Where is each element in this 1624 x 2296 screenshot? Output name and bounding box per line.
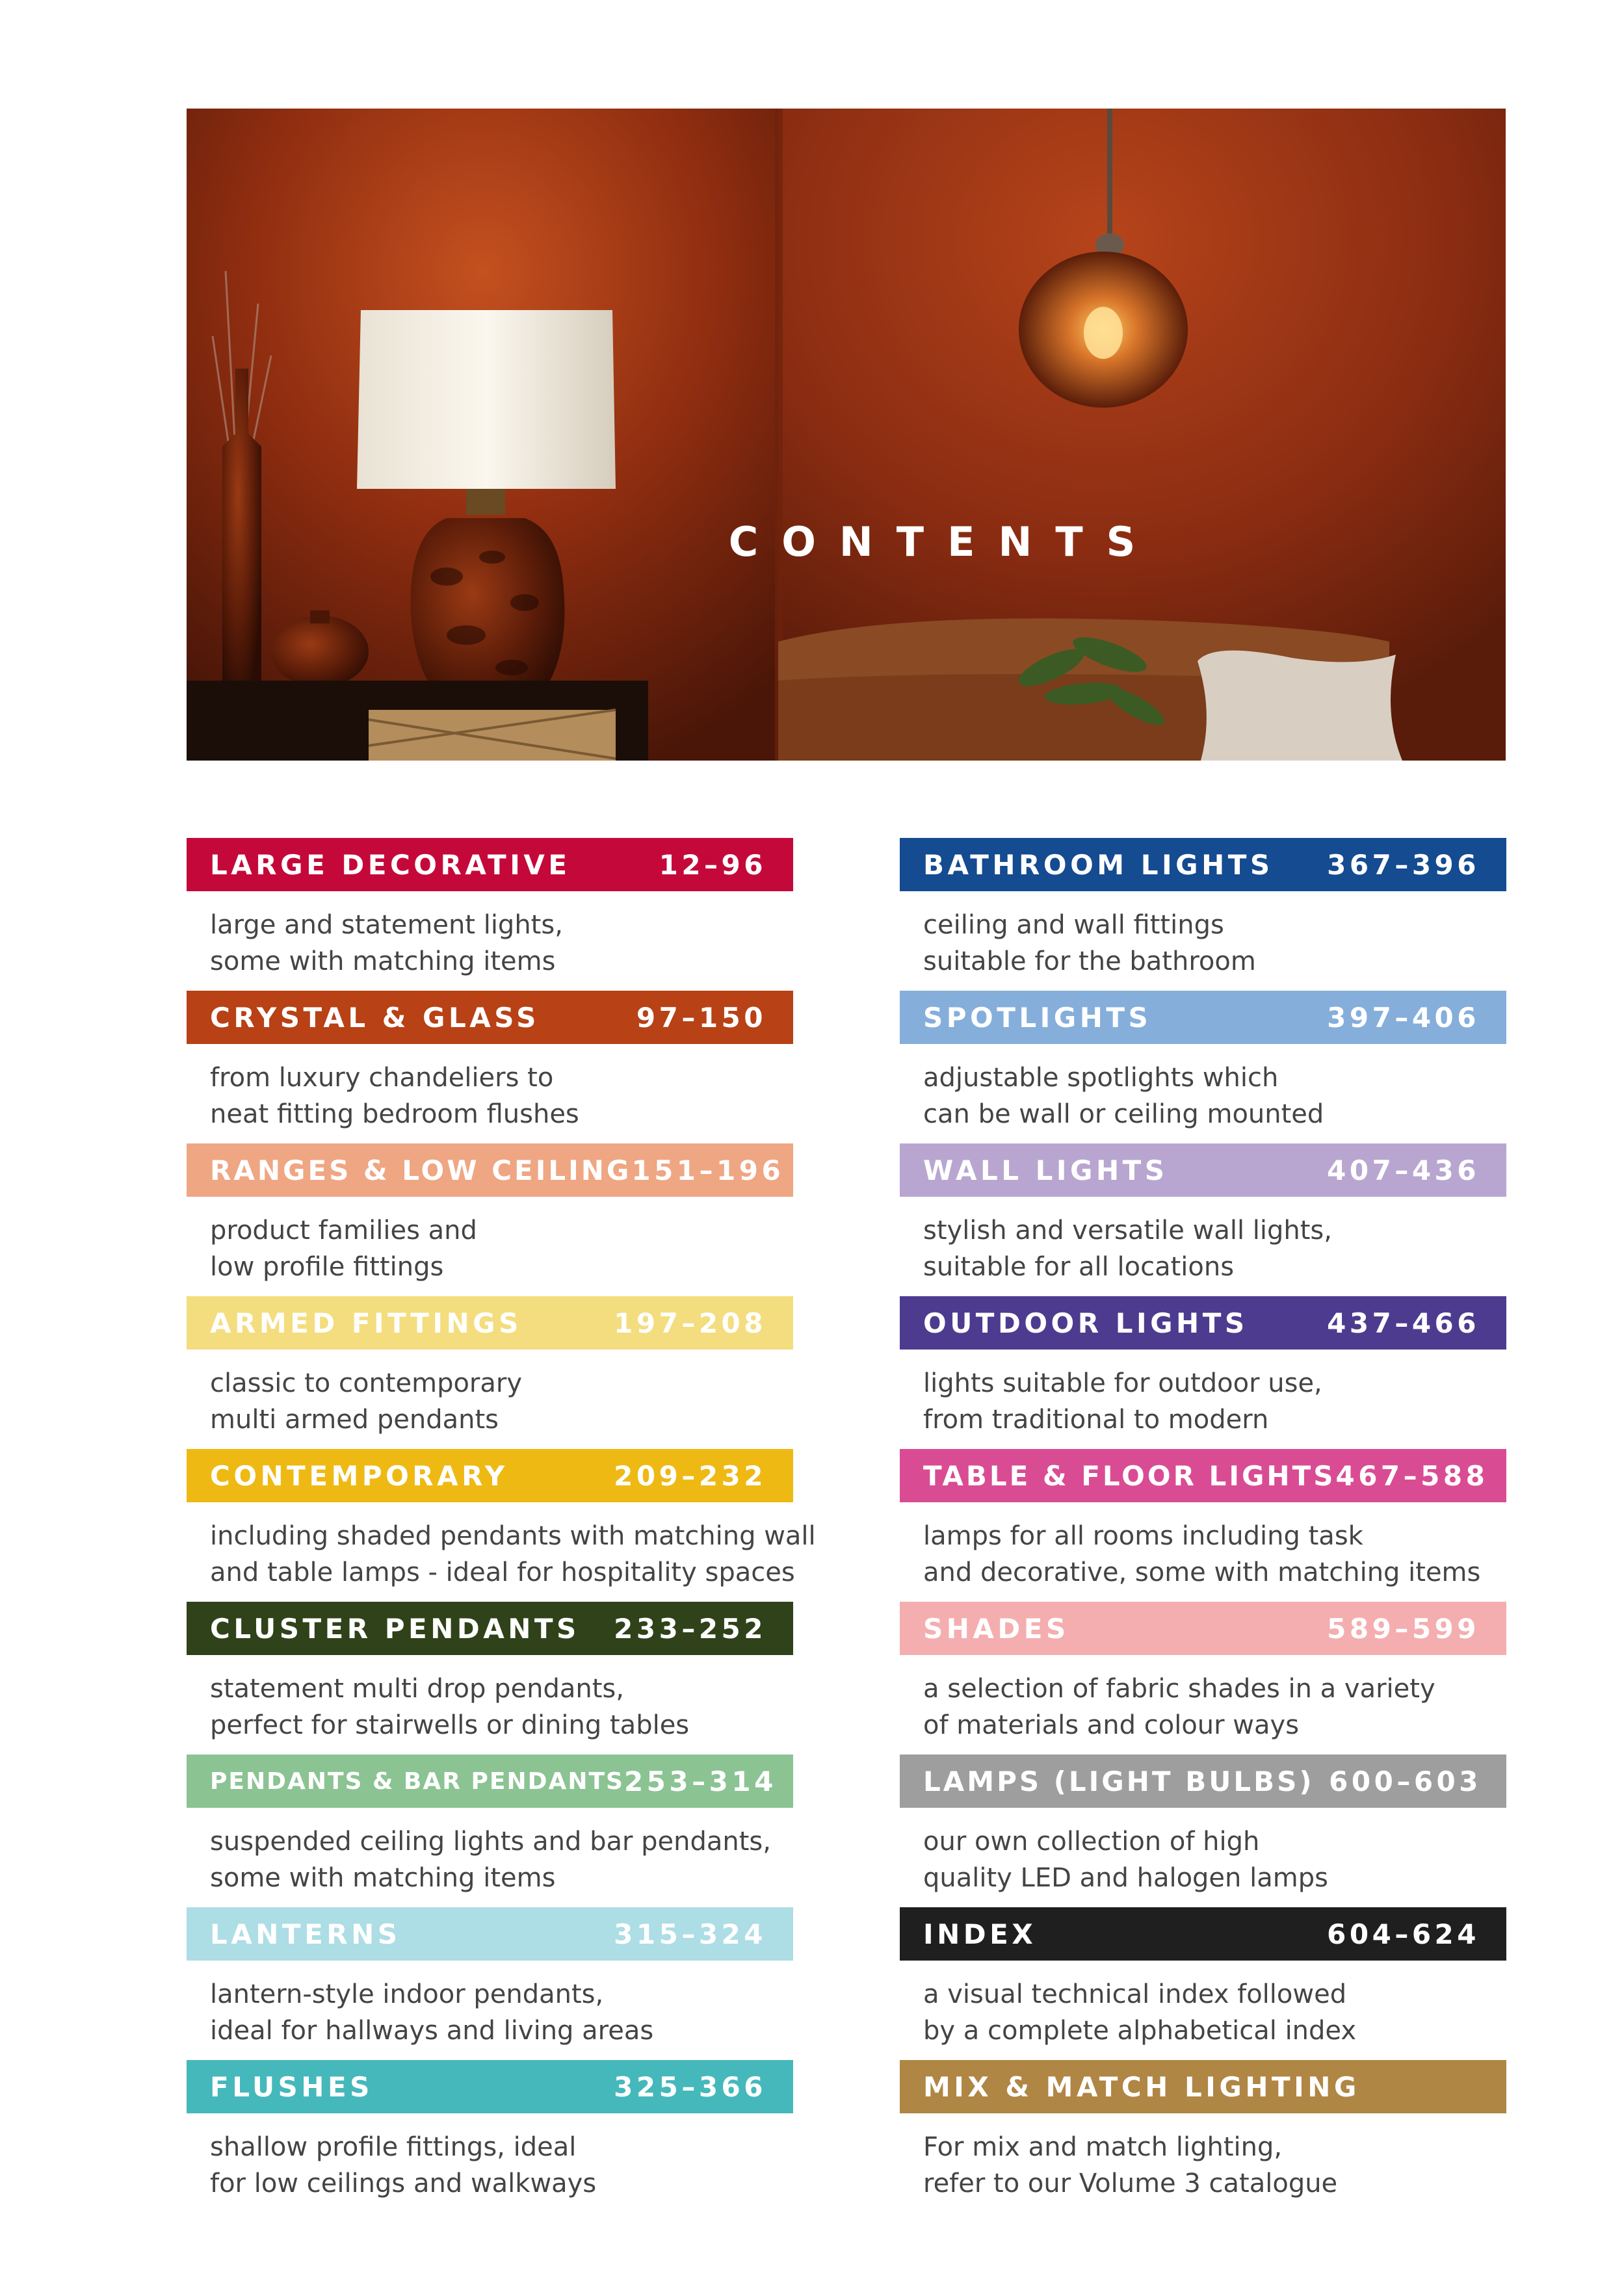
section-description — [900, 1502, 1506, 1591]
section-pages: 253–314 — [623, 1765, 777, 1797]
description-line: suitable for all locations — [923, 1252, 1235, 1282]
description-line: a visual technical index followed — [923, 1979, 1347, 2009]
section-bar[interactable] — [900, 2060, 1506, 2113]
description-line: suspended ceiling lights and bar pendants, — [210, 1827, 771, 1857]
section-title: PENDANTS & BAR PENDANTS — [210, 1768, 624, 1795]
section-description — [187, 1197, 793, 1285]
section-pendants-bar-pendants[interactable] — [187, 1755, 793, 1907]
section-pages: 467–588 — [1335, 1459, 1489, 1492]
section-wall-lights[interactable] — [900, 1143, 1506, 1296]
description-line: low profile fittings — [210, 1252, 444, 1282]
section-bathroom-lights[interactable] — [900, 838, 1506, 991]
description-line: including shaded pendants with matching wall — [210, 1521, 816, 1551]
description-line: large and statement lights, — [210, 910, 563, 940]
description-line: quality LED and halogen lamps — [923, 1863, 1328, 1893]
section-bar[interactable] — [900, 1602, 1506, 1655]
section-description — [187, 1044, 793, 1132]
section-large-decorative[interactable] — [187, 838, 793, 991]
description-line: ideal for hallways and living areas — [210, 2016, 654, 2046]
contents-left-column — [187, 838, 816, 2213]
section-bar[interactable] — [187, 1602, 793, 1655]
section-title: RANGES & LOW CEILING — [210, 1154, 632, 1186]
section-bar[interactable] — [900, 838, 1506, 891]
section-description — [187, 891, 793, 980]
section-title: SHADES — [923, 1612, 1069, 1645]
description-line: can be wall or ceiling mounted — [923, 1099, 1324, 1129]
section-description — [900, 1350, 1506, 1438]
section-ranges-low-ceiling[interactable] — [187, 1143, 793, 1296]
section-title: LAMPS (LIGHT BULBS) — [923, 1765, 1315, 1797]
section-bar[interactable] — [900, 1449, 1506, 1502]
section-title: SPOTLIGHTS — [923, 1001, 1152, 1034]
section-pages: 209–232 — [614, 1459, 766, 1492]
section-pages: 197–208 — [614, 1307, 766, 1339]
section-pages: 397–406 — [1327, 1001, 1480, 1034]
section-lamps-light-bulbs[interactable] — [900, 1755, 1506, 1907]
section-cluster-pendants[interactable] — [187, 1602, 793, 1755]
section-lanterns[interactable] — [187, 1907, 793, 2060]
section-bar[interactable] — [187, 1143, 793, 1197]
description-line: and table lamps - ideal for hospitality spaces — [210, 1558, 795, 1587]
description-line: statement multi drop pendants, — [210, 1674, 624, 1704]
section-title: WALL LIGHTS — [923, 1154, 1168, 1186]
section-pages: 151–196 — [631, 1154, 785, 1186]
section-shades[interactable] — [900, 1602, 1506, 1755]
description-line: refer to our Volume 3 catalogue — [923, 2169, 1338, 2198]
hero-image — [187, 109, 1506, 761]
section-bar[interactable] — [187, 1755, 793, 1808]
description-line: suitable for the bathroom — [923, 946, 1256, 976]
section-description — [187, 1655, 793, 1743]
section-spotlights[interactable] — [900, 991, 1506, 1143]
description-line: For mix and match lighting, — [923, 2132, 1283, 2162]
section-bar[interactable] — [187, 2060, 793, 2113]
section-pages: 589–599 — [1327, 1612, 1480, 1645]
description-line: for low ceilings and walkways — [210, 2169, 597, 2198]
section-bar[interactable] — [187, 991, 793, 1044]
section-title: BATHROOM LIGHTS — [923, 848, 1274, 881]
section-title: TABLE & FLOOR LIGHTS — [923, 1459, 1336, 1492]
section-bar[interactable] — [187, 838, 793, 891]
section-bar[interactable] — [900, 1907, 1506, 1961]
section-bar[interactable] — [187, 1449, 793, 1502]
section-crystal-glass[interactable] — [187, 991, 793, 1143]
description-line: shallow profile fittings, ideal — [210, 2132, 577, 2162]
description-line: multi armed pendants — [210, 1405, 499, 1435]
section-pages: 12–96 — [659, 848, 766, 881]
section-title: LARGE DECORATIVE — [210, 848, 571, 881]
section-title: CRYSTAL & GLASS — [210, 1001, 540, 1034]
section-bar[interactable] — [900, 1755, 1506, 1808]
section-description — [187, 2113, 793, 2202]
section-pages: 437–466 — [1327, 1307, 1480, 1339]
description-line: by a complete alphabetical index — [923, 2016, 1356, 2046]
section-outdoor-lights[interactable] — [900, 1296, 1506, 1449]
section-description — [900, 1655, 1506, 1743]
section-description — [187, 1961, 793, 2049]
section-description — [900, 891, 1506, 980]
description-line: our own collection of high — [923, 1827, 1260, 1857]
section-description — [187, 1502, 816, 1591]
section-mix-match-lighting[interactable] — [900, 2060, 1506, 2213]
section-title: MIX & MATCH LIGHTING — [923, 2070, 1360, 2103]
description-line: ceiling and wall fittings — [923, 910, 1224, 940]
section-index[interactable] — [900, 1907, 1506, 2060]
section-pages: 315–324 — [614, 1918, 766, 1950]
description-line: of materials and colour ways — [923, 1710, 1300, 1740]
section-title: LANTERNS — [210, 1918, 401, 1950]
description-line: lantern-style indoor pendants, — [210, 1979, 604, 2009]
description-line: lights suitable for outdoor use, — [923, 1368, 1322, 1398]
section-description — [900, 1197, 1506, 1285]
description-line: product families and — [210, 1216, 477, 1246]
description-line: classic to contemporary — [210, 1368, 522, 1398]
section-title: CONTEMPORARY — [210, 1459, 508, 1492]
section-bar[interactable] — [900, 991, 1506, 1044]
section-description — [187, 1808, 793, 1896]
section-pages: 325–366 — [614, 2070, 766, 2103]
section-bar[interactable] — [187, 1296, 793, 1350]
description-line: lamps for all rooms including task — [923, 1521, 1363, 1551]
section-pages: 604–624 — [1327, 1918, 1480, 1950]
section-pages: 367–396 — [1327, 848, 1480, 881]
section-pages: 600–603 — [1329, 1765, 1482, 1797]
section-title: CLUSTER PENDANTS — [210, 1612, 580, 1645]
section-description — [900, 2113, 1506, 2202]
description-line: some with matching items — [210, 1863, 556, 1893]
section-bar[interactable] — [900, 1296, 1506, 1350]
section-description — [900, 1808, 1506, 1896]
photo-of-lamps-in-orange-room-icon — [187, 109, 1506, 761]
page-title: CONTENTS — [728, 518, 1159, 566]
description-line: some with matching items — [210, 946, 556, 976]
contents-right-column — [900, 838, 1506, 2213]
section-pages: 233–252 — [614, 1612, 766, 1645]
section-title: ARMED FITTINGS — [210, 1307, 522, 1339]
section-bar[interactable] — [900, 1143, 1506, 1197]
section-description — [187, 1350, 793, 1438]
description-line: from luxury chandeliers to — [210, 1063, 554, 1093]
section-contemporary[interactable] — [187, 1449, 816, 1602]
section-title: OUTDOOR LIGHTS — [923, 1307, 1248, 1339]
section-pages: 407–436 — [1327, 1154, 1480, 1186]
section-description — [900, 1044, 1506, 1132]
section-title: FLUSHES — [210, 2070, 373, 2103]
description-line: adjustable spotlights which — [923, 1063, 1279, 1093]
section-title: INDEX — [923, 1918, 1037, 1950]
description-line: from traditional to modern — [923, 1405, 1269, 1435]
section-flushes[interactable] — [187, 2060, 793, 2213]
section-description — [900, 1961, 1506, 2049]
section-armed-fittings[interactable] — [187, 1296, 793, 1449]
description-line: and decorative, some with matching items — [923, 1558, 1481, 1587]
section-pages: 97–150 — [636, 1001, 766, 1034]
section-bar[interactable] — [187, 1907, 793, 1961]
description-line: a selection of fabric shades in a variety — [923, 1674, 1435, 1704]
description-line: stylish and versatile wall lights, — [923, 1216, 1332, 1246]
description-line: neat fitting bedroom flushes — [210, 1099, 579, 1129]
section-table-floor-lights[interactable] — [900, 1449, 1506, 1602]
description-line: perfect for stairwells or dining tables — [210, 1710, 690, 1740]
